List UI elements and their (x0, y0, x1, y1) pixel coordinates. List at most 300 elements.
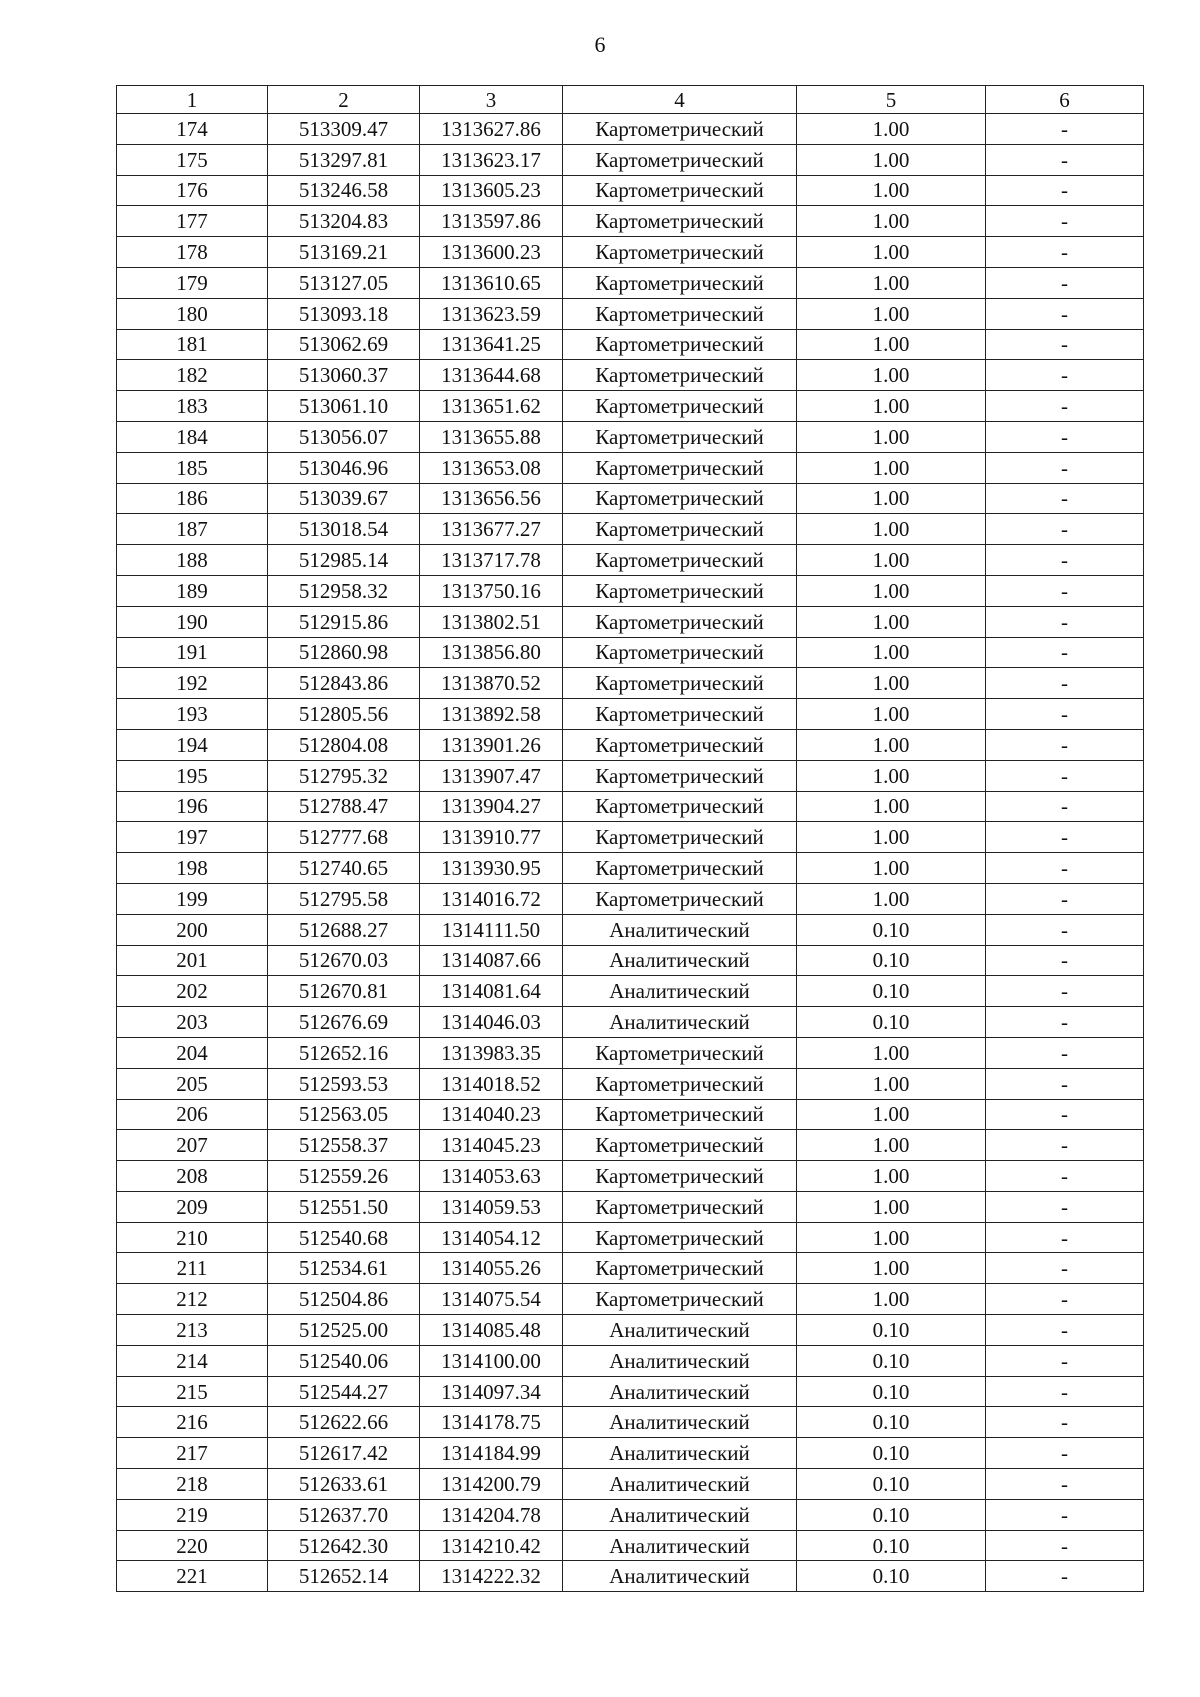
y-coordinate-cell: 1313750.16 (420, 575, 563, 606)
accuracy-cell: 0.10 (797, 1438, 986, 1469)
description-cell: - (986, 1315, 1144, 1346)
accuracy-cell: 0.10 (797, 1561, 986, 1592)
description-cell: - (986, 1099, 1144, 1130)
point-number-cell: 203 (117, 1007, 268, 1038)
y-coordinate-cell: 1314016.72 (420, 883, 563, 914)
y-coordinate-cell: 1314046.03 (420, 1007, 563, 1038)
table-row (117, 883, 1144, 914)
header-row (117, 86, 1144, 114)
description-cell: - (986, 298, 1144, 329)
x-coordinate-cell: 513046.96 (268, 452, 420, 483)
x-coordinate-cell: 512676.69 (268, 1007, 420, 1038)
x-coordinate-cell: 513093.18 (268, 298, 420, 329)
method-cell: Картометрический (563, 1161, 797, 1192)
x-coordinate-cell: 512534.61 (268, 1253, 420, 1284)
method-cell: Картометрический (563, 267, 797, 298)
description-cell: - (986, 114, 1144, 145)
method-cell: Аналитический (563, 976, 797, 1007)
table-row (117, 1161, 1144, 1192)
point-number-cell: 216 (117, 1407, 268, 1438)
method-cell: Аналитический (563, 1376, 797, 1407)
x-coordinate-cell: 512544.27 (268, 1376, 420, 1407)
accuracy-cell: 1.00 (797, 421, 986, 452)
description-cell: - (986, 668, 1144, 699)
point-number-cell: 201 (117, 945, 268, 976)
method-cell: Картометрический (563, 298, 797, 329)
accuracy-cell: 1.00 (797, 729, 986, 760)
accuracy-cell: 1.00 (797, 1222, 986, 1253)
method-cell: Картометрический (563, 483, 797, 514)
point-number-cell: 178 (117, 237, 268, 268)
method-cell: Аналитический (563, 1315, 797, 1346)
table-row (117, 360, 1144, 391)
description-cell: - (986, 360, 1144, 391)
y-coordinate-cell: 1314184.99 (420, 1438, 563, 1469)
accuracy-cell: 1.00 (797, 699, 986, 730)
method-cell: Картометрический (563, 114, 797, 145)
y-coordinate-cell: 1314040.23 (420, 1099, 563, 1130)
description-cell: - (986, 760, 1144, 791)
y-coordinate-cell: 1313605.23 (420, 175, 563, 206)
x-coordinate-cell: 512593.53 (268, 1068, 420, 1099)
accuracy-cell: 1.00 (797, 175, 986, 206)
method-cell: Картометрический (563, 144, 797, 175)
table-row (117, 1037, 1144, 1068)
y-coordinate-cell: 1314018.52 (420, 1068, 563, 1099)
point-number-cell: 181 (117, 329, 268, 360)
point-number-cell: 179 (117, 267, 268, 298)
accuracy-cell: 1.00 (797, 237, 986, 268)
method-cell: Аналитический (563, 1561, 797, 1592)
table-row (117, 1222, 1144, 1253)
description-cell: - (986, 1469, 1144, 1500)
point-number-cell: 185 (117, 452, 268, 483)
table-row (117, 575, 1144, 606)
x-coordinate-cell: 513169.21 (268, 237, 420, 268)
point-number-cell: 204 (117, 1037, 268, 1068)
point-number-cell: 195 (117, 760, 268, 791)
accuracy-cell: 1.00 (797, 822, 986, 853)
y-coordinate-cell: 1313856.80 (420, 637, 563, 668)
x-coordinate-cell: 513060.37 (268, 360, 420, 391)
method-cell: Картометрический (563, 791, 797, 822)
y-coordinate-cell: 1313904.27 (420, 791, 563, 822)
point-number-cell: 220 (117, 1530, 268, 1561)
method-cell: Картометрический (563, 760, 797, 791)
y-coordinate-cell: 1314055.26 (420, 1253, 563, 1284)
x-coordinate-cell: 512558.37 (268, 1130, 420, 1161)
point-number-cell: 198 (117, 853, 268, 884)
description-cell: - (986, 545, 1144, 576)
accuracy-cell: 0.10 (797, 1007, 986, 1038)
description-cell: - (986, 1530, 1144, 1561)
y-coordinate-cell: 1313623.59 (420, 298, 563, 329)
point-number-cell: 174 (117, 114, 268, 145)
table-row (117, 729, 1144, 760)
table-body (117, 114, 1144, 1592)
y-coordinate-cell: 1314053.63 (420, 1161, 563, 1192)
point-number-cell: 221 (117, 1561, 268, 1592)
description-cell: - (986, 1161, 1144, 1192)
description-cell: - (986, 1222, 1144, 1253)
table-row (117, 267, 1144, 298)
point-number-cell: 217 (117, 1438, 268, 1469)
y-coordinate-cell: 1313651.62 (420, 391, 563, 422)
description-cell: - (986, 391, 1144, 422)
accuracy-cell: 0.10 (797, 914, 986, 945)
table-row (117, 237, 1144, 268)
x-coordinate-cell: 512563.05 (268, 1099, 420, 1130)
point-number-cell: 206 (117, 1099, 268, 1130)
accuracy-cell: 1.00 (797, 452, 986, 483)
table-row (117, 945, 1144, 976)
point-number-cell: 193 (117, 699, 268, 730)
accuracy-cell: 1.00 (797, 360, 986, 391)
description-cell: - (986, 729, 1144, 760)
y-coordinate-cell: 1314054.12 (420, 1222, 563, 1253)
table-row (117, 1469, 1144, 1500)
description-cell: - (986, 1407, 1144, 1438)
description-cell: - (986, 976, 1144, 1007)
point-number-cell: 202 (117, 976, 268, 1007)
method-cell: Аналитический (563, 945, 797, 976)
x-coordinate-cell: 513039.67 (268, 483, 420, 514)
x-coordinate-cell: 512540.68 (268, 1222, 420, 1253)
point-number-cell: 191 (117, 637, 268, 668)
accuracy-cell: 1.00 (797, 483, 986, 514)
method-cell: Картометрический (563, 360, 797, 391)
method-cell: Картометрический (563, 606, 797, 637)
table-row (117, 822, 1144, 853)
description-cell: - (986, 1068, 1144, 1099)
x-coordinate-cell: 513246.58 (268, 175, 420, 206)
method-cell: Картометрический (563, 1037, 797, 1068)
x-coordinate-cell: 513018.54 (268, 514, 420, 545)
point-number-cell: 190 (117, 606, 268, 637)
y-coordinate-cell: 1313610.65 (420, 267, 563, 298)
accuracy-cell: 1.00 (797, 668, 986, 699)
method-cell: Картометрический (563, 421, 797, 452)
description-cell: - (986, 637, 1144, 668)
y-coordinate-cell: 1313907.47 (420, 760, 563, 791)
y-coordinate-cell: 1314111.50 (420, 914, 563, 945)
x-coordinate-cell: 512670.81 (268, 976, 420, 1007)
method-cell: Картометрический (563, 452, 797, 483)
x-coordinate-cell: 512804.08 (268, 729, 420, 760)
table-row (117, 545, 1144, 576)
description-cell: - (986, 267, 1144, 298)
point-number-cell: 184 (117, 421, 268, 452)
header-cell-6: 6 (986, 86, 1144, 114)
header-cell-4: 4 (563, 86, 797, 114)
method-cell: Картометрический (563, 1191, 797, 1222)
x-coordinate-cell: 512860.98 (268, 637, 420, 668)
description-cell: - (986, 237, 1144, 268)
table-row (117, 483, 1144, 514)
method-cell: Картометрический (563, 545, 797, 576)
description-cell: - (986, 514, 1144, 545)
accuracy-cell: 1.00 (797, 1099, 986, 1130)
table-row (117, 1130, 1144, 1161)
accuracy-cell: 1.00 (797, 1037, 986, 1068)
x-coordinate-cell: 512551.50 (268, 1191, 420, 1222)
y-coordinate-cell: 1313901.26 (420, 729, 563, 760)
description-cell: - (986, 1037, 1144, 1068)
accuracy-cell: 1.00 (797, 206, 986, 237)
description-cell: - (986, 483, 1144, 514)
description-cell: - (986, 1284, 1144, 1315)
point-number-cell: 187 (117, 514, 268, 545)
method-cell: Картометрический (563, 175, 797, 206)
header-cell-2: 2 (268, 86, 420, 114)
page-number: 6 (594, 32, 606, 57)
table-row (117, 606, 1144, 637)
accuracy-cell: 1.00 (797, 1068, 986, 1099)
x-coordinate-cell: 512525.00 (268, 1315, 420, 1346)
point-number-cell: 188 (117, 545, 268, 576)
point-number-cell: 197 (117, 822, 268, 853)
x-coordinate-cell: 513061.10 (268, 391, 420, 422)
x-coordinate-cell: 512642.30 (268, 1530, 420, 1561)
table-row (117, 853, 1144, 884)
method-cell: Картометрический (563, 391, 797, 422)
table-row (117, 1438, 1144, 1469)
table-row (117, 668, 1144, 699)
x-coordinate-cell: 513056.07 (268, 421, 420, 452)
x-coordinate-cell: 512504.86 (268, 1284, 420, 1315)
description-cell: - (986, 822, 1144, 853)
description-cell: - (986, 1007, 1144, 1038)
point-number-cell: 205 (117, 1068, 268, 1099)
accuracy-cell: 1.00 (797, 1191, 986, 1222)
x-coordinate-cell: 512637.70 (268, 1499, 420, 1530)
coordinates-table (116, 85, 1144, 1592)
method-cell: Картометрический (563, 1222, 797, 1253)
y-coordinate-cell: 1313892.58 (420, 699, 563, 730)
table-row (117, 1345, 1144, 1376)
method-cell: Аналитический (563, 1438, 797, 1469)
point-number-cell: 180 (117, 298, 268, 329)
accuracy-cell: 1.00 (797, 1253, 986, 1284)
method-cell: Аналитический (563, 914, 797, 945)
y-coordinate-cell: 1314087.66 (420, 945, 563, 976)
x-coordinate-cell: 512617.42 (268, 1438, 420, 1469)
accuracy-cell: 0.10 (797, 1530, 986, 1561)
y-coordinate-cell: 1314045.23 (420, 1130, 563, 1161)
x-coordinate-cell: 512788.47 (268, 791, 420, 822)
description-cell: - (986, 206, 1144, 237)
y-coordinate-cell: 1314222.32 (420, 1561, 563, 1592)
method-cell: Картометрический (563, 853, 797, 884)
accuracy-cell: 1.00 (797, 791, 986, 822)
accuracy-cell: 0.10 (797, 1315, 986, 1346)
y-coordinate-cell: 1314100.00 (420, 1345, 563, 1376)
y-coordinate-cell: 1313597.86 (420, 206, 563, 237)
y-coordinate-cell: 1313983.35 (420, 1037, 563, 1068)
table-header (117, 86, 1144, 114)
point-number-cell: 189 (117, 575, 268, 606)
x-coordinate-cell: 513062.69 (268, 329, 420, 360)
accuracy-cell: 1.00 (797, 606, 986, 637)
y-coordinate-cell: 1313623.17 (420, 144, 563, 175)
point-number-cell: 194 (117, 729, 268, 760)
accuracy-cell: 1.00 (797, 267, 986, 298)
y-coordinate-cell: 1314085.48 (420, 1315, 563, 1346)
accuracy-cell: 0.10 (797, 1407, 986, 1438)
table-row (117, 1068, 1144, 1099)
table-row (117, 1376, 1144, 1407)
point-number-cell: 208 (117, 1161, 268, 1192)
x-coordinate-cell: 512622.66 (268, 1407, 420, 1438)
description-cell: - (986, 1499, 1144, 1530)
table-row (117, 699, 1144, 730)
y-coordinate-cell: 1313677.27 (420, 514, 563, 545)
table-row (117, 329, 1144, 360)
accuracy-cell: 1.00 (797, 637, 986, 668)
description-cell: - (986, 144, 1144, 175)
point-number-cell: 209 (117, 1191, 268, 1222)
y-coordinate-cell: 1313644.68 (420, 360, 563, 391)
method-cell: Картометрический (563, 637, 797, 668)
table-row (117, 175, 1144, 206)
point-number-cell: 182 (117, 360, 268, 391)
method-cell: Аналитический (563, 1469, 797, 1500)
table-row (117, 114, 1144, 145)
x-coordinate-cell: 512540.06 (268, 1345, 420, 1376)
method-cell: Картометрический (563, 1068, 797, 1099)
method-cell: Картометрический (563, 206, 797, 237)
point-number-cell: 192 (117, 668, 268, 699)
point-number-cell: 213 (117, 1315, 268, 1346)
method-cell: Картометрический (563, 1130, 797, 1161)
method-cell: Картометрический (563, 822, 797, 853)
accuracy-cell: 1.00 (797, 853, 986, 884)
point-number-cell: 186 (117, 483, 268, 514)
accuracy-cell: 1.00 (797, 545, 986, 576)
table-row (117, 791, 1144, 822)
method-cell: Картометрический (563, 1253, 797, 1284)
y-coordinate-cell: 1313627.86 (420, 114, 563, 145)
table-row (117, 914, 1144, 945)
x-coordinate-cell: 512633.61 (268, 1469, 420, 1500)
point-number-cell: 199 (117, 883, 268, 914)
accuracy-cell: 0.10 (797, 976, 986, 1007)
table-row (117, 391, 1144, 422)
header-cell-1: 1 (117, 86, 268, 114)
y-coordinate-cell: 1313600.23 (420, 237, 563, 268)
x-coordinate-cell: 512652.16 (268, 1037, 420, 1068)
table-row (117, 421, 1144, 452)
description-cell: - (986, 575, 1144, 606)
method-cell: Аналитический (563, 1499, 797, 1530)
y-coordinate-cell: 1313653.08 (420, 452, 563, 483)
description-cell: - (986, 1253, 1144, 1284)
table-row (117, 1284, 1144, 1315)
method-cell: Аналитический (563, 1345, 797, 1376)
method-cell: Картометрический (563, 237, 797, 268)
description-cell: - (986, 1130, 1144, 1161)
point-number-cell: 211 (117, 1253, 268, 1284)
x-coordinate-cell: 513127.05 (268, 267, 420, 298)
y-coordinate-cell: 1314204.78 (420, 1499, 563, 1530)
point-number-cell: 219 (117, 1499, 268, 1530)
x-coordinate-cell: 512915.86 (268, 606, 420, 637)
y-coordinate-cell: 1314075.54 (420, 1284, 563, 1315)
x-coordinate-cell: 512740.65 (268, 853, 420, 884)
header-cell-3: 3 (420, 86, 563, 114)
description-cell: - (986, 175, 1144, 206)
point-number-cell: 210 (117, 1222, 268, 1253)
y-coordinate-cell: 1314097.34 (420, 1376, 563, 1407)
table-row (117, 976, 1144, 1007)
description-cell: - (986, 1345, 1144, 1376)
y-coordinate-cell: 1313655.88 (420, 421, 563, 452)
description-cell: - (986, 914, 1144, 945)
point-number-cell: 212 (117, 1284, 268, 1315)
accuracy-cell: 1.00 (797, 514, 986, 545)
method-cell: Аналитический (563, 1407, 797, 1438)
description-cell: - (986, 1438, 1144, 1469)
method-cell: Картометрический (563, 883, 797, 914)
x-coordinate-cell: 513297.81 (268, 144, 420, 175)
y-coordinate-cell: 1313802.51 (420, 606, 563, 637)
description-cell: - (986, 329, 1144, 360)
x-coordinate-cell: 512795.32 (268, 760, 420, 791)
y-coordinate-cell: 1313870.52 (420, 668, 563, 699)
point-number-cell: 175 (117, 144, 268, 175)
header-cell-5: 5 (797, 86, 986, 114)
y-coordinate-cell: 1314178.75 (420, 1407, 563, 1438)
y-coordinate-cell: 1314081.64 (420, 976, 563, 1007)
table-row (117, 1561, 1144, 1592)
table-row (117, 514, 1144, 545)
method-cell: Картометрический (563, 668, 797, 699)
point-number-cell: 183 (117, 391, 268, 422)
x-coordinate-cell: 512958.32 (268, 575, 420, 606)
point-number-cell: 196 (117, 791, 268, 822)
x-coordinate-cell: 512805.56 (268, 699, 420, 730)
point-number-cell: 177 (117, 206, 268, 237)
y-coordinate-cell: 1314059.53 (420, 1191, 563, 1222)
accuracy-cell: 1.00 (797, 883, 986, 914)
table-row (117, 1191, 1144, 1222)
table-row (117, 1315, 1144, 1346)
x-coordinate-cell: 512777.68 (268, 822, 420, 853)
x-coordinate-cell: 512795.58 (268, 883, 420, 914)
x-coordinate-cell: 512559.26 (268, 1161, 420, 1192)
table-row (117, 637, 1144, 668)
table-row (117, 206, 1144, 237)
x-coordinate-cell: 512985.14 (268, 545, 420, 576)
method-cell: Картометрический (563, 575, 797, 606)
point-number-cell: 218 (117, 1469, 268, 1500)
table-row (117, 1407, 1144, 1438)
x-coordinate-cell: 513204.83 (268, 206, 420, 237)
point-number-cell: 207 (117, 1130, 268, 1161)
table-row (117, 144, 1144, 175)
accuracy-cell: 0.10 (797, 1469, 986, 1500)
method-cell: Картометрический (563, 1284, 797, 1315)
description-cell: - (986, 421, 1144, 452)
y-coordinate-cell: 1314210.42 (420, 1530, 563, 1561)
accuracy-cell: 0.10 (797, 1345, 986, 1376)
description-cell: - (986, 606, 1144, 637)
method-cell: Картометрический (563, 514, 797, 545)
accuracy-cell: 1.00 (797, 575, 986, 606)
description-cell: - (986, 883, 1144, 914)
method-cell: Картометрический (563, 699, 797, 730)
y-coordinate-cell: 1313910.77 (420, 822, 563, 853)
